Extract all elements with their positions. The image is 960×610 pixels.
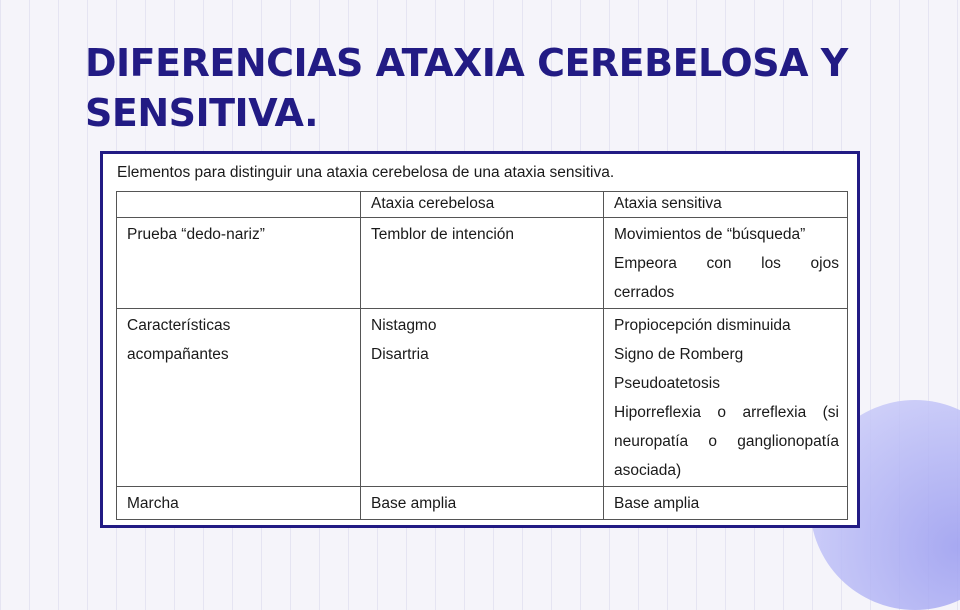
sensitiva-cell (604, 218, 848, 309)
header-ataxia-cerebelosa: Ataxia cerebelosa (361, 192, 604, 218)
table-row (117, 218, 848, 309)
table-caption: Elementos para distinguir una ataxia cerebelosa de una ataxia sensitiva. (117, 164, 615, 181)
cell-line: cerrados (614, 284, 675, 301)
cell-line: Marcha (127, 495, 179, 512)
cell-line: acompañantes (127, 346, 229, 363)
slide-title: DIFERENCIAS ATAXIA CEREBELOSA Y SENSITIVA. (85, 41, 848, 135)
sensitiva-cell (604, 487, 848, 520)
sensitiva-cell (604, 309, 848, 487)
cell-line: Nistagmo (371, 317, 437, 334)
row-label-cell (117, 309, 361, 487)
cerebelosa-cell (361, 487, 604, 520)
table-row (117, 487, 848, 520)
cell-line: Empeora con los ojos (614, 255, 839, 272)
cell-line: Base amplia (371, 495, 457, 512)
cell-line: Base amplia (614, 495, 700, 512)
cell-line: Signo de Romberg (614, 346, 744, 363)
cerebelosa-cell (361, 309, 604, 487)
table-row (117, 309, 848, 487)
header-ataxia-sensitiva: Ataxia sensitiva (604, 192, 848, 218)
cell-line: neuropatía o ganglionopatía (614, 433, 839, 450)
cell-line: Pseudoatetosis (614, 375, 720, 392)
comparison-table (116, 191, 848, 520)
row-label-cell (117, 487, 361, 520)
cell-line: asociada) (614, 462, 682, 479)
table-header-row (117, 192, 848, 218)
cell-line: Disartria (371, 346, 429, 363)
cell-line: Prueba “dedo-nariz” (127, 226, 265, 243)
table-frame (100, 151, 860, 528)
cell-line: Propiocepción disminuida (614, 317, 791, 334)
cell-line: Temblor de intención (371, 226, 515, 243)
cerebelosa-cell (361, 218, 604, 309)
cell-line: Hiporreflexia o arreflexia (si (614, 404, 839, 421)
cell-line: Movimientos de “búsqueda” (614, 226, 806, 243)
cell-line: Características (127, 317, 231, 334)
row-label-cell (117, 218, 361, 309)
header-empty (117, 192, 361, 218)
